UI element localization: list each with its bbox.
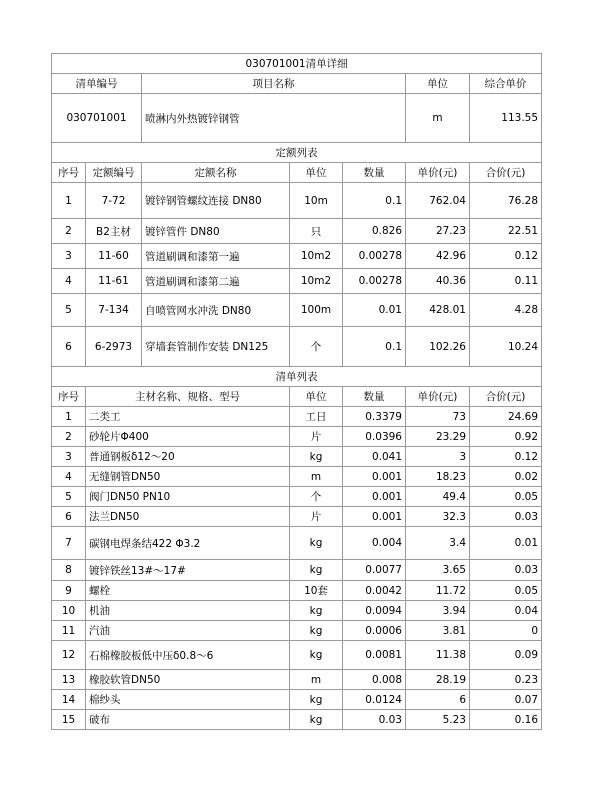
material-header-row <box>52 387 542 407</box>
material-unit: kg <box>290 601 343 621</box>
material-row <box>52 407 542 427</box>
material-price: 28.19 <box>406 670 470 690</box>
quota-price: 102.26 <box>406 327 470 367</box>
quota-qty: 0.00278 <box>343 244 406 269</box>
quota-total-header: 合价(元) <box>470 163 542 183</box>
list-name-header: 项目名称 <box>142 74 406 94</box>
material-total: 24.69 <box>470 407 542 427</box>
quota-total: 4.28 <box>470 294 542 327</box>
bill-detail-table <box>51 53 542 730</box>
quota-price: 27.23 <box>406 219 470 244</box>
material-qty: 0.0077 <box>343 560 406 581</box>
material-total: 0 <box>470 621 542 641</box>
material-no: 7 <box>52 527 86 560</box>
material-row <box>52 641 542 670</box>
material-price: 18.23 <box>406 467 470 487</box>
quota-row <box>52 294 542 327</box>
quota-unit: 10m2 <box>290 269 343 294</box>
quota-unit: 100m <box>290 294 343 327</box>
material-unit: kg <box>290 447 343 467</box>
quota-code: 6-2973 <box>86 327 142 367</box>
material-qty: 0.0124 <box>343 690 406 710</box>
quota-qty-header: 数量 <box>343 163 406 183</box>
material-no: 8 <box>52 560 86 581</box>
material-row <box>52 507 542 527</box>
material-row <box>52 601 542 621</box>
quota-code: 11-61 <box>86 269 142 294</box>
quota-qty: 0.01 <box>343 294 406 327</box>
material-name: 汽油 <box>86 621 290 641</box>
material-total: 0.09 <box>470 641 542 670</box>
material-qty: 0.041 <box>343 447 406 467</box>
material-name: 螺栓 <box>86 581 290 601</box>
quota-header-row <box>52 163 542 183</box>
quota-unit-header: 单位 <box>290 163 343 183</box>
material-unit: 工日 <box>290 407 343 427</box>
material-row <box>52 710 542 730</box>
quota-section-row <box>52 143 542 163</box>
material-price: 11.72 <box>406 581 470 601</box>
quota-no-header: 序号 <box>52 163 86 183</box>
quota-name: 镀锌钢管螺纹连接 DN80 <box>142 183 290 219</box>
quota-qty: 0.1 <box>343 327 406 367</box>
material-no: 12 <box>52 641 86 670</box>
material-unit: 个 <box>290 487 343 507</box>
material-unit: kg <box>290 710 343 730</box>
material-qty: 0.0006 <box>343 621 406 641</box>
material-unit: 10套 <box>290 581 343 601</box>
quota-code: 11-60 <box>86 244 142 269</box>
quota-section-title: 定额列表 <box>52 143 542 163</box>
material-name: 石棉橡胶板低中压δ0.8～6 <box>86 641 290 670</box>
material-name: 橡胶软管DN50 <box>86 670 290 690</box>
list-unit-header: 单位 <box>406 74 470 94</box>
material-total: 0.05 <box>470 487 542 507</box>
list-header-row <box>52 74 542 94</box>
list-item-price: 113.55 <box>470 94 542 143</box>
quota-unit: 只 <box>290 219 343 244</box>
material-total: 0.03 <box>470 560 542 581</box>
material-name-header: 主材名称、规格、型号 <box>86 387 290 407</box>
list-price-header: 综合单价 <box>470 74 542 94</box>
material-price: 49.4 <box>406 487 470 507</box>
material-unit: kg <box>290 560 343 581</box>
quota-row <box>52 219 542 244</box>
quota-name: 自喷管网水冲洗 DN80 <box>142 294 290 327</box>
material-no: 9 <box>52 581 86 601</box>
material-no: 6 <box>52 507 86 527</box>
material-no: 5 <box>52 487 86 507</box>
page-title: 030701001清单详细 <box>52 54 542 74</box>
quota-no: 2 <box>52 219 86 244</box>
quota-name: 管道刷调和漆第一遍 <box>142 244 290 269</box>
material-total: 0.05 <box>470 581 542 601</box>
quota-row <box>52 269 542 294</box>
material-section-title: 清单列表 <box>52 367 542 387</box>
material-price: 3 <box>406 447 470 467</box>
material-price: 5.23 <box>406 710 470 730</box>
material-unit: kg <box>290 690 343 710</box>
material-row <box>52 447 542 467</box>
material-qty: 0.001 <box>343 467 406 487</box>
material-unit: kg <box>290 527 343 560</box>
material-no: 10 <box>52 601 86 621</box>
material-unit: m <box>290 467 343 487</box>
quota-name: 镀锌管件 DN80 <box>142 219 290 244</box>
material-total: 0.16 <box>470 710 542 730</box>
quota-price: 762.04 <box>406 183 470 219</box>
material-total: 0.03 <box>470 507 542 527</box>
material-qty: 0.0042 <box>343 581 406 601</box>
material-name: 砂轮片Φ400 <box>86 427 290 447</box>
list-item-row <box>52 94 542 143</box>
material-qty: 0.03 <box>343 710 406 730</box>
quota-no: 5 <box>52 294 86 327</box>
material-price: 3.94 <box>406 601 470 621</box>
material-qty: 0.001 <box>343 487 406 507</box>
quota-code: 7-72 <box>86 183 142 219</box>
quota-total: 76.28 <box>470 183 542 219</box>
quota-code: 7-134 <box>86 294 142 327</box>
material-qty: 0.004 <box>343 527 406 560</box>
quota-row <box>52 244 542 269</box>
material-qty: 0.001 <box>343 507 406 527</box>
material-no: 4 <box>52 467 86 487</box>
quota-row <box>52 183 542 219</box>
quota-no: 4 <box>52 269 86 294</box>
material-price: 32.3 <box>406 507 470 527</box>
material-no: 2 <box>52 427 86 447</box>
material-name: 普通钢板δ12～20 <box>86 447 290 467</box>
material-total-header: 合价(元) <box>470 387 542 407</box>
material-row <box>52 487 542 507</box>
material-row <box>52 527 542 560</box>
material-unit: 片 <box>290 507 343 527</box>
material-unit: kg <box>290 641 343 670</box>
material-price: 73 <box>406 407 470 427</box>
material-total: 0.12 <box>470 447 542 467</box>
quota-total: 22.51 <box>470 219 542 244</box>
material-name: 碳钢电焊条结422 Φ3.2 <box>86 527 290 560</box>
quota-price: 40.36 <box>406 269 470 294</box>
material-price: 3.4 <box>406 527 470 560</box>
material-row <box>52 670 542 690</box>
material-row <box>52 690 542 710</box>
quota-qty: 0.00278 <box>343 269 406 294</box>
material-no: 14 <box>52 690 86 710</box>
quota-price: 42.96 <box>406 244 470 269</box>
material-qty-header: 数量 <box>343 387 406 407</box>
quota-total: 0.11 <box>470 269 542 294</box>
material-row <box>52 581 542 601</box>
quota-unit: 10m <box>290 183 343 219</box>
material-no: 11 <box>52 621 86 641</box>
quota-no: 3 <box>52 244 86 269</box>
material-price-header: 单价(元) <box>406 387 470 407</box>
material-name: 机油 <box>86 601 290 621</box>
material-name: 无缝钢管DN50 <box>86 467 290 487</box>
material-name: 镀锌铁丝13#～17# <box>86 560 290 581</box>
material-qty: 0.0396 <box>343 427 406 447</box>
material-total: 0.23 <box>470 670 542 690</box>
quota-name-header: 定额名称 <box>142 163 290 183</box>
material-total: 0.07 <box>470 690 542 710</box>
material-qty: 0.0094 <box>343 601 406 621</box>
quota-name: 管道刷调和漆第二遍 <box>142 269 290 294</box>
material-qty: 0.008 <box>343 670 406 690</box>
list-item-unit: m <box>406 94 470 143</box>
material-no-header: 序号 <box>52 387 86 407</box>
list-code-header: 清单编号 <box>52 74 142 94</box>
material-total: 0.01 <box>470 527 542 560</box>
quota-unit: 个 <box>290 327 343 367</box>
material-price: 11.38 <box>406 641 470 670</box>
quota-code: B2主材 <box>86 219 142 244</box>
quota-qty: 0.826 <box>343 219 406 244</box>
material-qty: 0.3379 <box>343 407 406 427</box>
quota-name: 穿墙套管制作安装 DN125 <box>142 327 290 367</box>
quota-price-header: 单价(元) <box>406 163 470 183</box>
material-name: 破布 <box>86 710 290 730</box>
material-price: 23.29 <box>406 427 470 447</box>
list-item-name: 喷淋内外热镀锌钢管 <box>142 94 406 143</box>
list-item-code: 030701001 <box>52 94 142 143</box>
material-qty: 0.0081 <box>343 641 406 670</box>
material-no: 15 <box>52 710 86 730</box>
material-total: 0.02 <box>470 467 542 487</box>
quota-price: 428.01 <box>406 294 470 327</box>
material-total: 0.92 <box>470 427 542 447</box>
title-row <box>52 54 542 74</box>
quota-qty: 0.1 <box>343 183 406 219</box>
material-name: 二类工 <box>86 407 290 427</box>
material-no: 13 <box>52 670 86 690</box>
material-total: 0.04 <box>470 601 542 621</box>
quota-code-header: 定额编号 <box>86 163 142 183</box>
material-row <box>52 560 542 581</box>
material-unit: 片 <box>290 427 343 447</box>
material-no: 3 <box>52 447 86 467</box>
material-row <box>52 467 542 487</box>
material-price: 6 <box>406 690 470 710</box>
material-price: 3.81 <box>406 621 470 641</box>
material-no: 1 <box>52 407 86 427</box>
material-price: 3.65 <box>406 560 470 581</box>
quota-total: 0.12 <box>470 244 542 269</box>
quota-total: 10.24 <box>470 327 542 367</box>
quota-row <box>52 327 542 367</box>
material-row <box>52 621 542 641</box>
quota-no: 6 <box>52 327 86 367</box>
quota-no: 1 <box>52 183 86 219</box>
material-row <box>52 427 542 447</box>
material-unit: kg <box>290 621 343 641</box>
material-unit-header: 单位 <box>290 387 343 407</box>
material-name: 法兰DN50 <box>86 507 290 527</box>
material-name: 阀门DN50 PN10 <box>86 487 290 507</box>
material-unit: m <box>290 670 343 690</box>
material-section-row <box>52 367 542 387</box>
quota-unit: 10m2 <box>290 244 343 269</box>
material-name: 棉纱头 <box>86 690 290 710</box>
